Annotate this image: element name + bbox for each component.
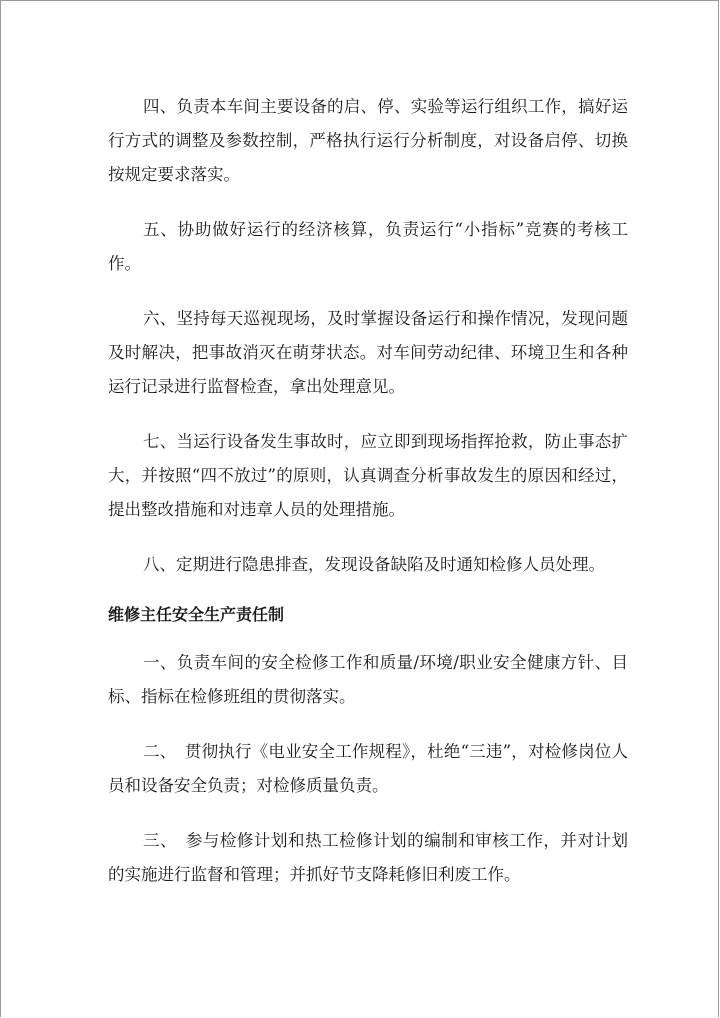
section-heading-maintenance-director: 维修主任安全生产责任制 — [108, 605, 285, 624]
paragraph-site-inspection: 六、坚持每天巡视现场，及时掌握设备运行和操作情况，发现问题及时解决，把事故消灭在萌芽状态。对车间劳动纪律、环境卫生和各种运行记录进行监督检查，拿出处理意见。 — [108, 309, 628, 396]
paragraph-accident-handling: 七、当运行设备发生事故时，应立即到现场指挥抢救，防止事态扩大，并按照“四不放过”的原则，认真调查分析事故发生的原因和经过，提出整改措施和对违章人员的处理措施。 — [108, 432, 628, 519]
paragraph-hazard-check: 八、定期进行隐患排查，发现设备缺陷及时通知检修人员处理。 — [143, 555, 605, 574]
paragraph-operation-organization: 四、负责本车间主要设备的启、停、实验等运行组织工作，搞好运行方式的调整及参数控制，严格执行运行分析制度，对设备启停、切换按规定要求落实。 — [108, 97, 628, 184]
paragraph-safety-regulations: 二、 贯彻执行《电业安全工作规程》，杜绝“三违”，对检修岗位人员和设备安全负责；对检修质量负责。 — [108, 742, 628, 795]
paragraph-maintenance-planning: 三、 参与检修计划和热工检修计划的编制和审核工作，并对计划的实施进行监督和管理；并抓好节支降耗修旧利废工作。 — [108, 831, 628, 884]
document-body — [108, 90, 628, 892]
paragraph-economic-accounting: 五、协助做好运行的经济核算，负责运行“小指标”竞赛的考核工作。 — [108, 220, 628, 273]
paragraph-maintenance-safety: 一、负责车间的安全检修工作和质量/环境/职业安全健康方针、目标、指标在检修班组的贯彻落实。 — [108, 653, 628, 706]
